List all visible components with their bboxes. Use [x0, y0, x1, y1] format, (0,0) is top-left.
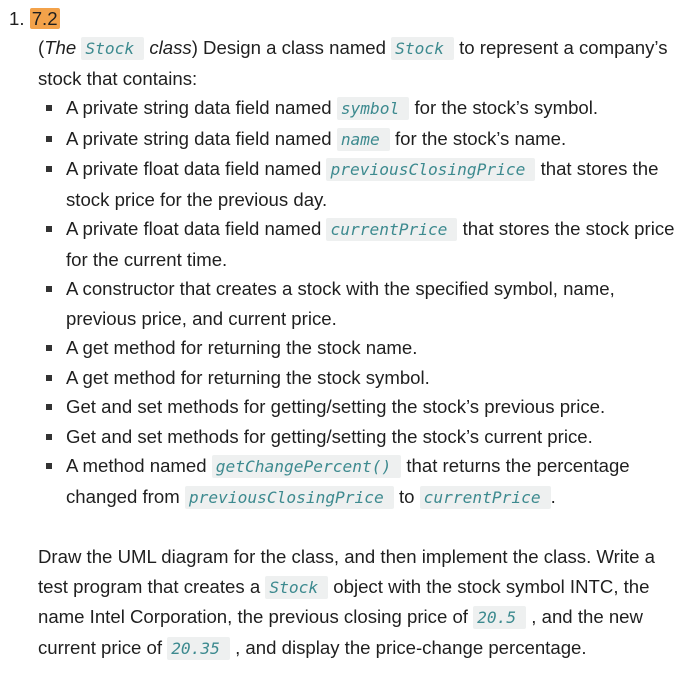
list-item [38, 451, 688, 512]
list-item-text: Get and set methods for getting/setting the stock’s current price. [66, 425, 593, 447]
code-current-price-value: 20.35 [167, 637, 230, 660]
list-item-text: A private float data field named [66, 218, 322, 239]
intro-the: The [44, 37, 77, 58]
code-symbol: symbol [337, 97, 409, 120]
code-name: name [337, 128, 390, 151]
bullet-square-icon [46, 375, 52, 381]
list-item [38, 363, 688, 393]
list-item-text: A get method for returning the stock name. [66, 337, 418, 358]
task-text: Draw the UML diagram for the class, and then implement the class. Write a test program that creates a [38, 546, 655, 597]
bullet-square-icon [46, 463, 52, 469]
list-item-text: A get method for returning the stock symbol. [66, 366, 430, 388]
code-previous-closing-price: previousClosingPrice [326, 158, 535, 181]
bullet-square-icon [46, 105, 52, 111]
list-item-text: that stores the stock price for the previous day. [66, 158, 659, 210]
list-item-text: to [398, 485, 415, 507]
requirements-list [38, 93, 688, 512]
code-current-price: currentPrice [420, 486, 551, 509]
bullet-square-icon [46, 166, 52, 172]
list-item [38, 214, 688, 274]
intro-class-word: class [149, 37, 192, 58]
code-stock: Stock [265, 576, 328, 599]
code-current-price: currentPrice [326, 218, 457, 241]
intro-paragraph [38, 33, 688, 93]
list-item-text: Get and set methods for getting/setting the stock’s previous price. [66, 396, 606, 417]
list-item [38, 274, 688, 333]
list-item [38, 154, 688, 214]
list-item-text: A private string data field named [66, 127, 332, 149]
exercise-body [38, 33, 688, 663]
exercise-tag-highlight: 7.2 [31, 8, 58, 29]
list-item [38, 422, 688, 452]
list-item-text: . [550, 485, 556, 507]
bullet-square-icon [46, 434, 52, 440]
bullet-square-icon [46, 136, 52, 142]
exercise-number: 1. [9, 8, 25, 29]
intro-stock-code: Stock [81, 37, 144, 60]
task-text: , and display the price-change percentage. [235, 636, 587, 658]
list-item [38, 392, 688, 422]
list-item-text: A private float data field named [66, 158, 322, 179]
intro-text: ) Design a class named [191, 37, 386, 58]
code-previous-price-value: 20.5 [473, 606, 526, 629]
list-item [38, 93, 688, 124]
list-item-text: A method named [66, 455, 207, 476]
intro-rest: to represent a company’s stock that contains: [38, 37, 668, 89]
list-item-text: that returns the percentage changed from [66, 455, 630, 507]
list-item-text: A private string data field named [66, 97, 332, 118]
task-text: object with the stock symbol INTC, the name Intel Corporation, the previous closing price of [38, 575, 650, 627]
task-text: , and the new current price of [38, 606, 643, 658]
intro-open-paren: ( [38, 37, 45, 58]
list-item-text: for the stock’s name. [394, 127, 567, 149]
bullet-square-icon [46, 404, 52, 410]
code-get-change-percent: getChangePercent() [212, 455, 401, 478]
list-item [38, 124, 688, 155]
list-item [38, 333, 688, 363]
bullet-square-icon [46, 286, 52, 292]
intro-class-code: Stock [391, 37, 454, 60]
bullet-square-icon [46, 345, 52, 351]
list-item-text: for the stock’s symbol. [414, 97, 599, 118]
code-previous-closing-price: previousClosingPrice [185, 486, 394, 509]
list-item-text: that stores the stock price for the current time. [66, 218, 675, 270]
exercise-header [9, 4, 60, 33]
bullet-square-icon [46, 226, 52, 232]
list-item-text: A constructor that creates a stock with the specified symbol, name, previous price, and current price. [66, 278, 615, 329]
task-paragraph [38, 542, 688, 663]
